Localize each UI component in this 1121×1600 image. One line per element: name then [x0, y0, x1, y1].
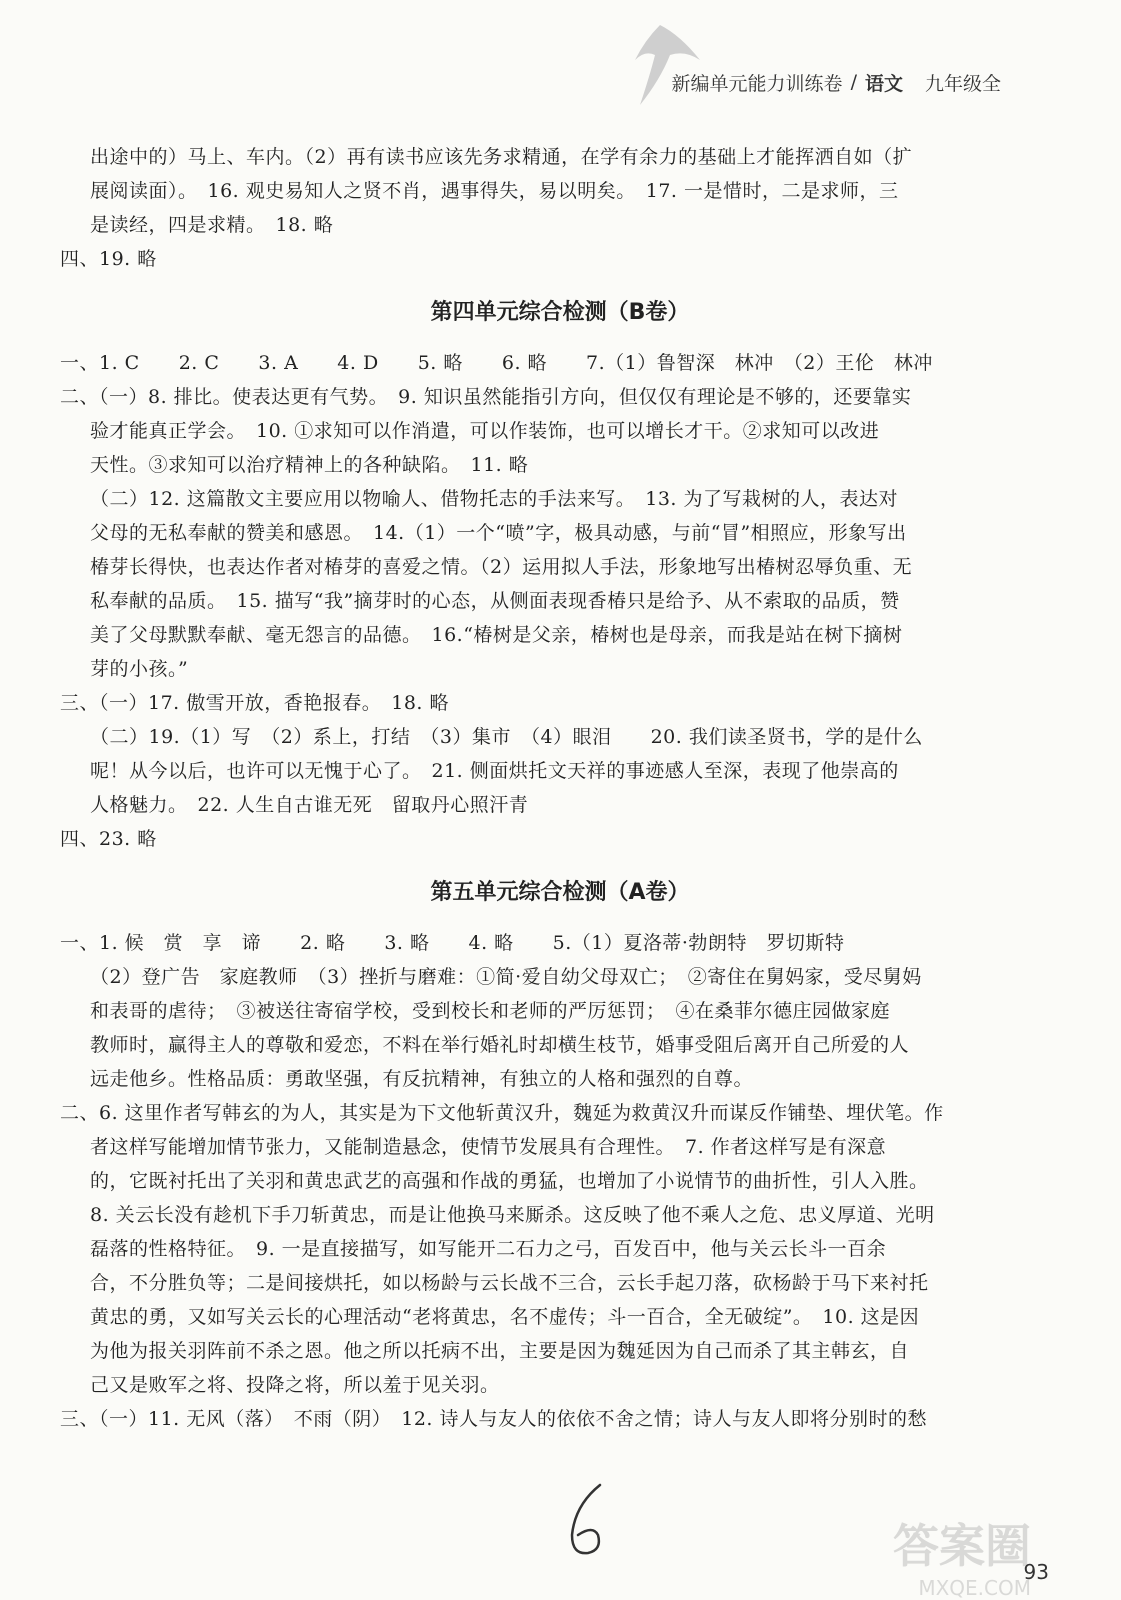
- answer-line: 远走他乡。性格品质：勇敢坚强，有反抗精神，有独立的人格和强烈的自尊。: [90, 1068, 754, 1090]
- answer-line: 私奉献的品质。 15. 描写“我”摘芽时的心态，从侧面表现香椿只是给予、从不索取的品质，赞: [90, 590, 900, 612]
- answer-line: （二）19.（1）写 （2）系上，打结 （3）集市 （4）眼泪 20. 我们读圣贤书，学的是什么: [90, 726, 923, 748]
- answer-line: 者这样写能增加情节张力，又能制造悬念，使情节发展具有合理性。 7. 作者这样写是有深意: [90, 1136, 887, 1158]
- answer-line: 和表哥的虐待； ③被送往寄宿学校，受到校长和老师的严厉惩罚； ④在桑菲尔德庄园做家庭: [90, 1000, 891, 1022]
- answer-line: 人格魅力。 22. 人生自古谁无死 留取丹心照汗青: [90, 794, 529, 816]
- answer-line: 是读经，四是求精。 18. 略: [90, 214, 334, 236]
- section-title: 第四单元综合检测（B卷）: [430, 300, 690, 325]
- answer-line: 三、（一）11. 无风（落） 不雨（阴） 12. 诗人与友人的依依不舍之情；诗人与友人即将分别时的愁: [60, 1408, 928, 1430]
- watermark-logo: 答案圈 MXQE.COM: [893, 1519, 1031, 1600]
- answer-line: 磊落的性格特征。 9. 一是直接描写，如写能开二石力之弓，百发百中，他与关云长斗一百余: [90, 1238, 887, 1260]
- answer-line: 二、6. 这里作者写韩玄的为人，其实是为下文他斩黄汉升，魏延为救黄汉升而谋反作铺垫、埋伏笔。作: [60, 1102, 944, 1124]
- subject-label: 语文: [864, 72, 903, 95]
- answer-line: 三、（一）17. 傲雪开放，香艳报春。 18. 略: [60, 692, 450, 714]
- answer-line: 教师时，赢得主人的尊敬和爱恋，不料在举行婚礼时却横生枝节，婚事受阻后离开自己所爱的人: [90, 1034, 910, 1056]
- answer-line: 出途中的）马上、车内。（2）再有读书应该先务求精通，在学有余力的基础上才能挥洒自如（扩: [90, 146, 913, 168]
- header-separator: /: [850, 71, 857, 93]
- answer-line: 验才能真正学会。 10. ①求知可以作消遣，可以作装饰，也可以增长才干。②求知可以改进: [90, 420, 880, 442]
- answer-line: 呢！从今以后，也许可以无愧于心了。 21. 侧面烘托文天祥的事迹感人至深，表现了他崇高的: [90, 760, 899, 782]
- answer-line: 的，它既衬托出了关羽和黄忠武艺的高强和作战的勇猛，也增加了小说情节的曲折性，引人入胜。: [90, 1170, 929, 1192]
- book-series-title: 新编单元能力训练卷: [671, 72, 843, 95]
- section-title: 第五单元综合检测（A卷）: [430, 880, 690, 905]
- answer-line: 椿芽长得快，也表达作者对椿芽的喜爱之情。（2）运用拟人手法，形象地写出椿树忍辱负重、无: [90, 556, 913, 578]
- answer-content: [60, 140, 1060, 1436]
- answer-line: 四、23. 略: [60, 828, 157, 850]
- answer-line: 美了父母默默奉献、毫无怨言的品德。 16.“椿树是父亲，椿树也是母亲，而我是站在树下摘树: [90, 624, 903, 646]
- answer-line: 8. 关云长没有趁机下手刀斩黄忠，而是让他换马来厮杀。这反映了他不乘人之危、忠义厚道、光明: [90, 1204, 935, 1226]
- answer-line: （二）12. 这篇散文主要应用以物喻人、借物托志的手法来写。 13. 为了写栽树的人，表达对: [90, 488, 899, 510]
- answer-line: 展阅读面）。 16. 观史易知人之贤不肖，遇事得失，易以明矣。 17. 一是惜时，二是求师，三: [90, 180, 899, 202]
- answer-line: 天性。③求知可以治疗精神上的各种缺陷。 11. 略: [90, 454, 529, 476]
- answer-line: （2）登广告 家庭教师 （3）挫折与磨难：①简·爱自幼父母双亡； ②寄住在舅妈家，受尽舅妈: [90, 966, 922, 988]
- answer-line: 为他为报关羽阵前不杀之恩。他之所以托病不出，主要是因为魏延因为自己而杀了其主韩玄，自: [90, 1340, 910, 1362]
- answer-line: 合，不分胜负等；二是间接烘托，如以杨龄与云长战不三合，云长手起刀落，砍杨龄于马下来衬托: [90, 1272, 929, 1294]
- answer-line: 父母的无私奉献的赞美和感恩。 14.（1）一个“喷”字，极具动感，与前“冒”相照应，形象写出: [90, 522, 907, 544]
- answer-line: 己又是败军之将、投降之将，所以羞于见关羽。: [90, 1374, 500, 1396]
- page-number: 93: [1023, 1560, 1049, 1584]
- grade-label: 九年级全: [924, 72, 1001, 95]
- answer-line: 黄忠的勇，又如写关云长的心理活动“老将黄忠，名不虚传；斗一百合，全无破绽”。 10. 这是因: [90, 1306, 920, 1328]
- answer-line: 一、1. 候 赏 享 谛 2. 略 3. 略 4. 略 5.（1）夏洛蒂·勃朗特 罗切斯特: [60, 932, 845, 954]
- answer-line: 一、1. C 2. C 3. A 4. D 5. 略 6. 略 7.（1）鲁智深 林冲 （2）王伦 林冲: [60, 352, 933, 374]
- answer-line: 二、（一）8. 排比。使表达更有气势。 9. 知识虽然能指引方向，但仅仅有理论是不够的，还要靠实: [60, 386, 912, 408]
- answer-line: 芽的小孩。”: [90, 658, 189, 680]
- handwritten-mark: [560, 1480, 620, 1564]
- answer-line: 四、19. 略: [60, 248, 157, 270]
- page-header: [672, 64, 1001, 100]
